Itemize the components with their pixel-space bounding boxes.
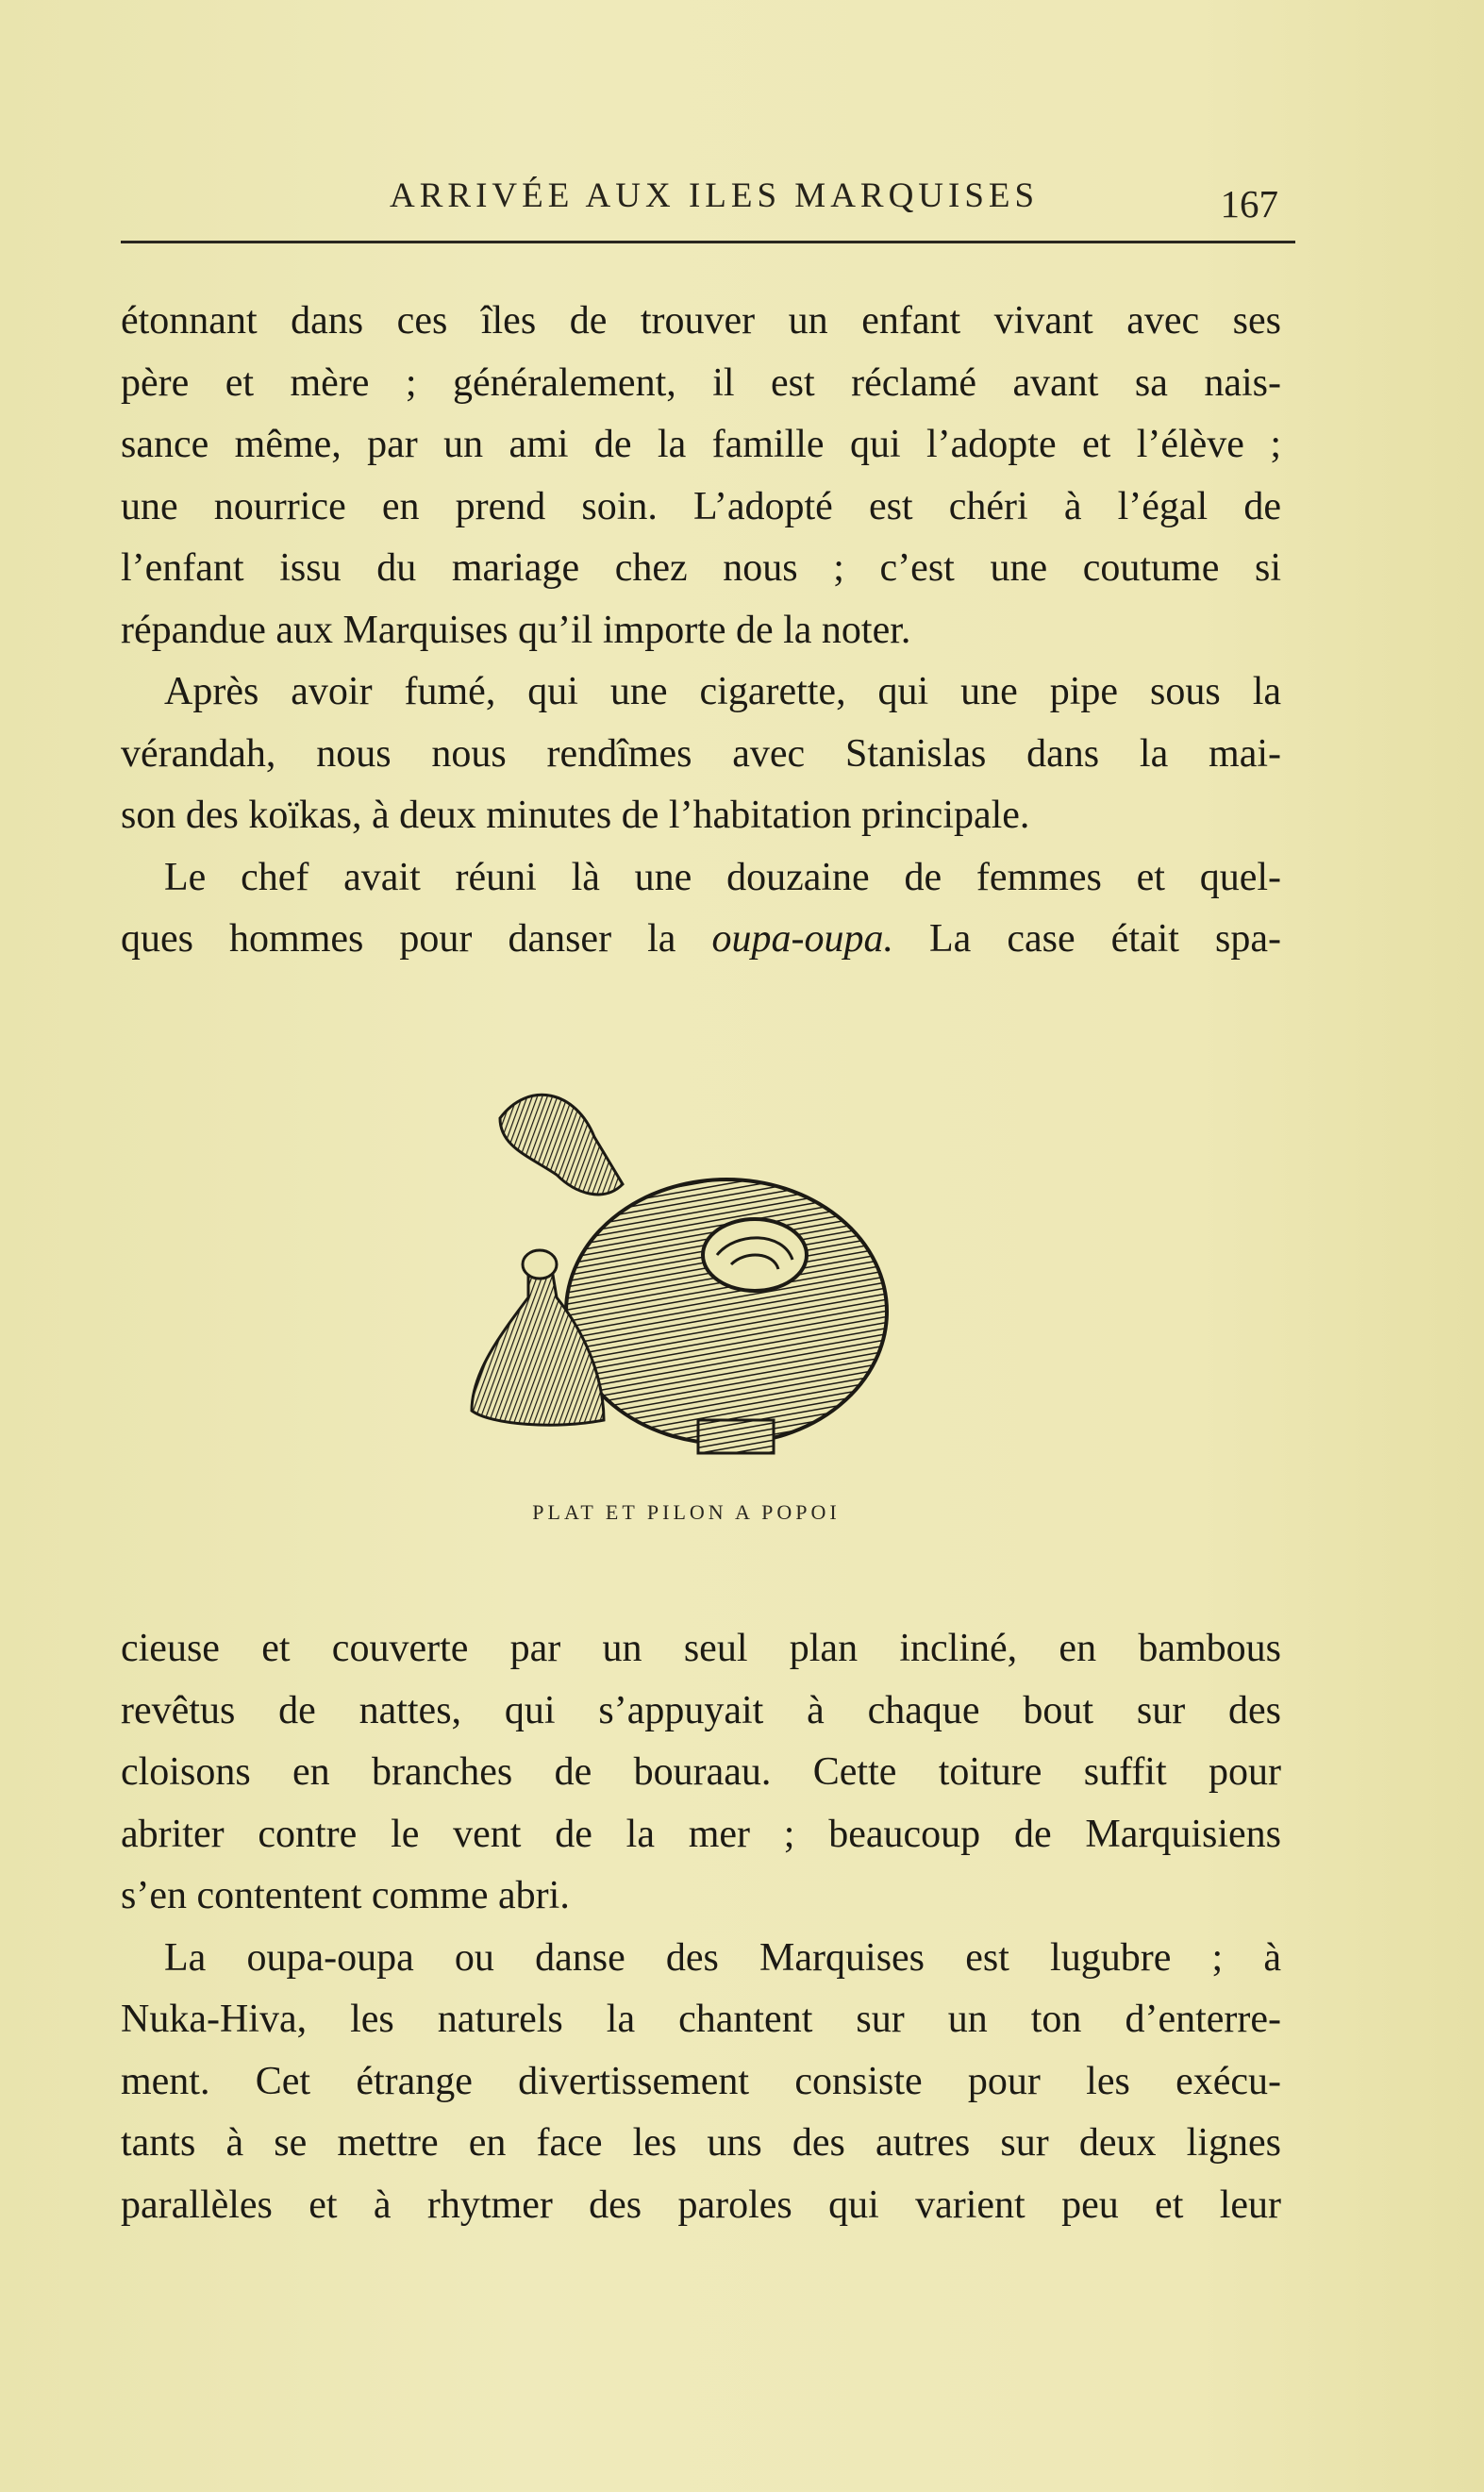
running-title: ARRIVÉE AUX ILES MARQUISES bbox=[390, 176, 1040, 215]
text-line: père et mère ; généralement, il est réclamé avant sa nais- bbox=[121, 360, 1281, 405]
text-line: Le chef avait réuni là une douzaine de femmes et quel- bbox=[164, 855, 1281, 899]
page-header bbox=[121, 170, 1295, 226]
text-segment: La case était spa- bbox=[892, 917, 1281, 961]
text-line: revêtus de nattes, qui s’appuyait à chaque bout sur des bbox=[121, 1688, 1281, 1732]
text-line: vérandah, nous nous rendîmes avec Stanislas dans la mai- bbox=[121, 731, 1281, 776]
header-rule bbox=[121, 241, 1295, 243]
text-line: sance même, par un ami de la famille qui l’adopte et l’élève ; bbox=[121, 423, 1281, 466]
text-line: l’enfant issu du mariage chez nous ; c’est une coutume si bbox=[121, 546, 1281, 590]
pestle-knob bbox=[523, 1250, 557, 1279]
bowl-base bbox=[698, 1420, 774, 1453]
text-line: cloisons en branches de bouraau. Cette toiture suffit pour bbox=[121, 1750, 1281, 1794]
figure-caption: PLAT ET PILON A POPOI bbox=[532, 1500, 841, 1524]
text-line: étonnant dans ces îles de trouver un enfant vivant avec ses bbox=[121, 299, 1281, 343]
page-number: 167 bbox=[1220, 182, 1278, 226]
text-line: Nuka-Hiva, les naturels la chantent sur un ton d’enterre- bbox=[121, 1998, 1281, 2041]
bowl-body bbox=[566, 1179, 887, 1444]
illustration-popoi-bowl-and-pestle bbox=[462, 1080, 915, 1477]
text-line: s’en contentent comme abri. bbox=[121, 1874, 570, 1917]
text-line: répandue aux Marquises qu’il importe de la noter. bbox=[121, 608, 911, 652]
text-line: abriter contre le vent de la mer ; beaucoup de Marquisiens bbox=[121, 1812, 1281, 1856]
bowl-handle bbox=[500, 1095, 623, 1195]
text-block-bottom bbox=[121, 1618, 1281, 2236]
text-line: cieuse et couverte par un seul plan incliné, en bambous bbox=[121, 1627, 1281, 1670]
text-line: tants à se mettre en face les uns des autres sur deux lignes bbox=[121, 2121, 1281, 2165]
text-line: son des koïkas, à deux minutes de l’habitation principale. bbox=[121, 794, 1030, 837]
text-line: Après avoir fumé, qui une cigarette, qui une pipe sous la bbox=[164, 670, 1281, 713]
text-segment: ques hommes pour danser la bbox=[121, 917, 712, 961]
text-line: parallèles et à rhytmer des paroles qui varient peu et leur bbox=[121, 2183, 1281, 2227]
text-line: ment. Cet étrange divertissement consiste pour les exécu- bbox=[121, 2059, 1281, 2103]
text-line: La oupa-oupa ou danse des Marquises est lugubre ; à bbox=[164, 1935, 1281, 1980]
text-line-with-italic bbox=[121, 909, 1281, 971]
popoi-bowl-illustration bbox=[462, 1080, 915, 1477]
text-block-top bbox=[121, 291, 1281, 971]
italic-term: oupa-oupa. bbox=[711, 917, 893, 961]
text-line: une nourrice en prend soin. L’adopté est chéri à l’égal de bbox=[121, 484, 1281, 528]
